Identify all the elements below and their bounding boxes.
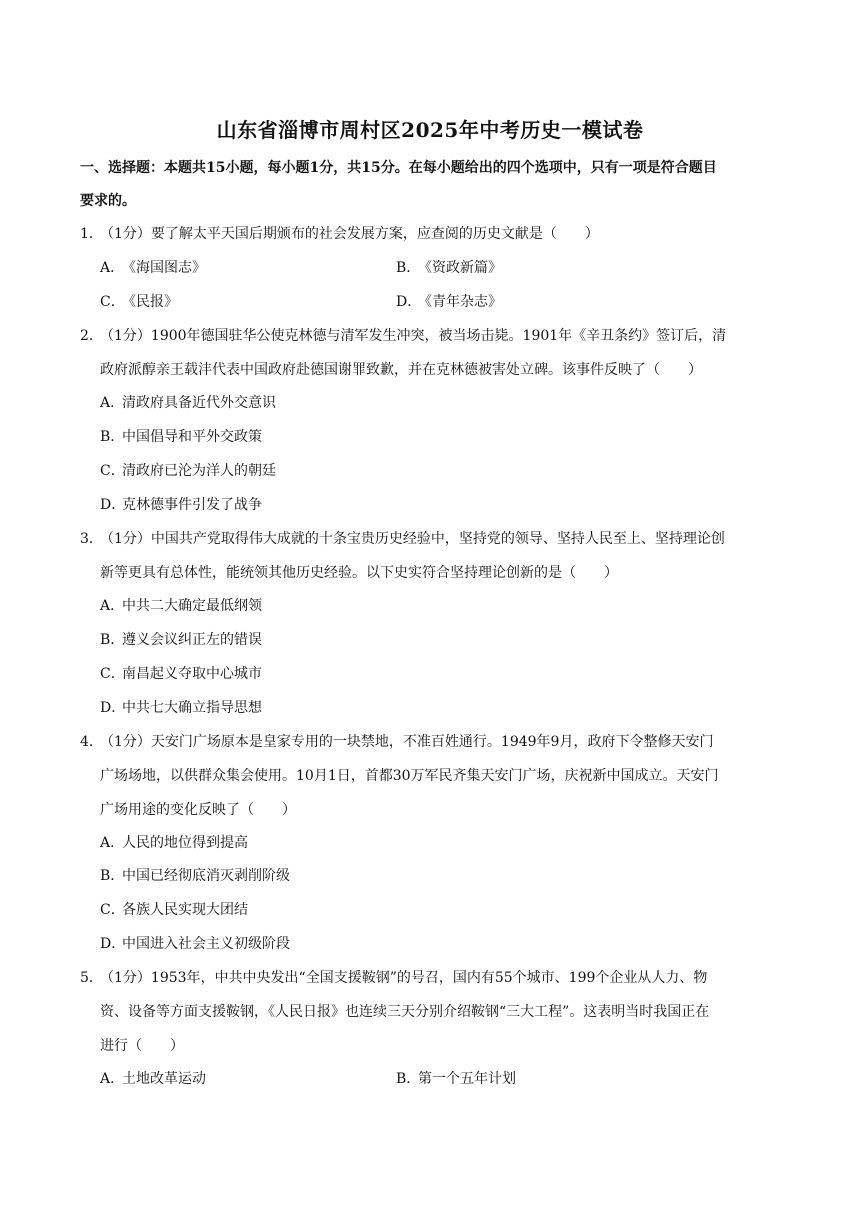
option-c xyxy=(100,664,262,684)
option-label: C． xyxy=(100,294,125,310)
option-text: 中共七大确立指导思想 xyxy=(122,700,262,716)
option-text: 《青年杂志》 xyxy=(418,294,502,310)
option-label: D． xyxy=(100,936,126,952)
option-d xyxy=(100,698,262,718)
page-title: 山东省淄博市周村区2025年中考历史一模试卷 xyxy=(216,118,644,142)
option-text: 中国已经彻底消灭剥削阶级 xyxy=(122,868,290,884)
option-text: 中共二大确定最低纲领 xyxy=(122,598,262,614)
option-label: A． xyxy=(100,598,125,614)
option-a xyxy=(100,596,262,616)
option-text: 南昌起义夺取中心城市 xyxy=(122,666,262,682)
section-heading-line1: 一、选择题：本题共15小题，每小题1分，共15分。在每小题给出的四个选项中，只有一项是符合题目 xyxy=(80,160,717,176)
question-stem-line: 广场场地，以供群众集会使用。10月1日，首都30万军民齐集天安门广场，庆祝新中国成立。天安门 xyxy=(100,768,719,784)
option-label: A． xyxy=(100,835,125,851)
question-number: 4． xyxy=(80,734,103,750)
question-stem-line: 政府派醇亲王载沣代表中国政府赴德国谢罪致歉，并在克林德被害处立碑。该事件反映了（ ） xyxy=(100,362,702,378)
option-label: C． xyxy=(100,666,125,682)
option-d xyxy=(100,495,262,515)
question-stem-line: 进行（ ） xyxy=(100,1038,184,1054)
option-label: C． xyxy=(100,902,125,918)
question-stem-line: （1分）要了解太平天国后期颁布的社会发展方案，应查阅的历史文献是（ ） xyxy=(100,226,599,242)
option-text: 克林德事件引发了战争 xyxy=(122,497,262,513)
option-text: 中国进入社会主义初级阶段 xyxy=(122,936,290,952)
option-label: D． xyxy=(100,497,126,513)
option-text: 人民的地位得到提高 xyxy=(122,835,248,851)
option-text: 《海国图志》 xyxy=(122,260,206,276)
question-stem-line: （1分）1953年，中共中央发出“全国支援鞍钢”的号召，国内有55个城市、199个企业从人力、物 xyxy=(100,970,708,986)
question-number: 5． xyxy=(80,970,103,986)
option-b xyxy=(396,258,502,278)
question-stem-line: （1分）中国共产党取得伟大成就的十条宝贵历史经验中，坚持党的领导、坚持人民至上、坚持理论创 xyxy=(100,531,725,547)
option-label: B． xyxy=(100,429,125,445)
option-text: 清政府具备近代外交意识 xyxy=(122,395,276,411)
option-text: 各族人民实现大团结 xyxy=(122,902,248,918)
option-c xyxy=(100,461,276,481)
option-text: 清政府已沦为洋人的朝廷 xyxy=(122,463,276,479)
option-b xyxy=(100,630,262,650)
option-label: A． xyxy=(100,1071,125,1087)
option-text: 土地改革运动 xyxy=(122,1071,206,1087)
option-d xyxy=(396,292,502,312)
option-text: 《民报》 xyxy=(122,294,178,310)
option-label: A． xyxy=(100,395,125,411)
question-stem-line: 新等更具有总体性，能统领其他历史经验。以下史实符合坚持理论创新的是（ ） xyxy=(100,565,618,581)
option-a xyxy=(100,833,248,853)
question-stem-line: （1分）天安门广场原本是皇家专用的一块禁地，不准百姓通行。1949年9月，政府下令整修天安门 xyxy=(100,734,714,750)
section-heading xyxy=(80,152,790,218)
option-c xyxy=(100,292,178,312)
option-a xyxy=(100,258,206,278)
option-text: 《资政新篇》 xyxy=(418,260,502,276)
option-label: D． xyxy=(100,700,126,716)
question-stem-line: （1分）1900年德国驻华公使克林德与清军发生冲突，被当场击毙。1901年《辛丑条约》签订后，清 xyxy=(100,328,727,344)
option-label: B． xyxy=(396,260,421,276)
question-stem-line: 广场用途的变化反映了（ ） xyxy=(100,802,296,818)
option-label: B． xyxy=(396,1071,421,1087)
option-b xyxy=(100,427,262,447)
option-label: C． xyxy=(100,463,125,479)
option-d xyxy=(100,934,290,954)
option-label: B． xyxy=(100,868,125,884)
question-stem-line: 资、设备等方面支援鞍钢，《人民日报》也连续三天分别介绍鞍钢“三大工程”。这表明当时我国正在 xyxy=(100,1004,710,1020)
option-label: A． xyxy=(100,260,125,276)
option-b xyxy=(396,1069,516,1089)
option-b xyxy=(100,866,290,886)
option-a xyxy=(100,1069,206,1089)
option-a xyxy=(100,393,276,413)
question-number: 1． xyxy=(80,226,103,242)
question-number: 2． xyxy=(80,328,103,344)
option-label: D． xyxy=(396,294,422,310)
question-number: 3． xyxy=(80,531,103,547)
option-text: 第一个五年计划 xyxy=(418,1071,516,1087)
option-text: 遵义会议纠正左的错误 xyxy=(122,632,262,648)
section-heading-line2: 要求的。 xyxy=(80,193,136,209)
option-text: 中国倡导和平外交政策 xyxy=(122,429,262,445)
option-label: B． xyxy=(100,632,125,648)
option-c xyxy=(100,900,248,920)
